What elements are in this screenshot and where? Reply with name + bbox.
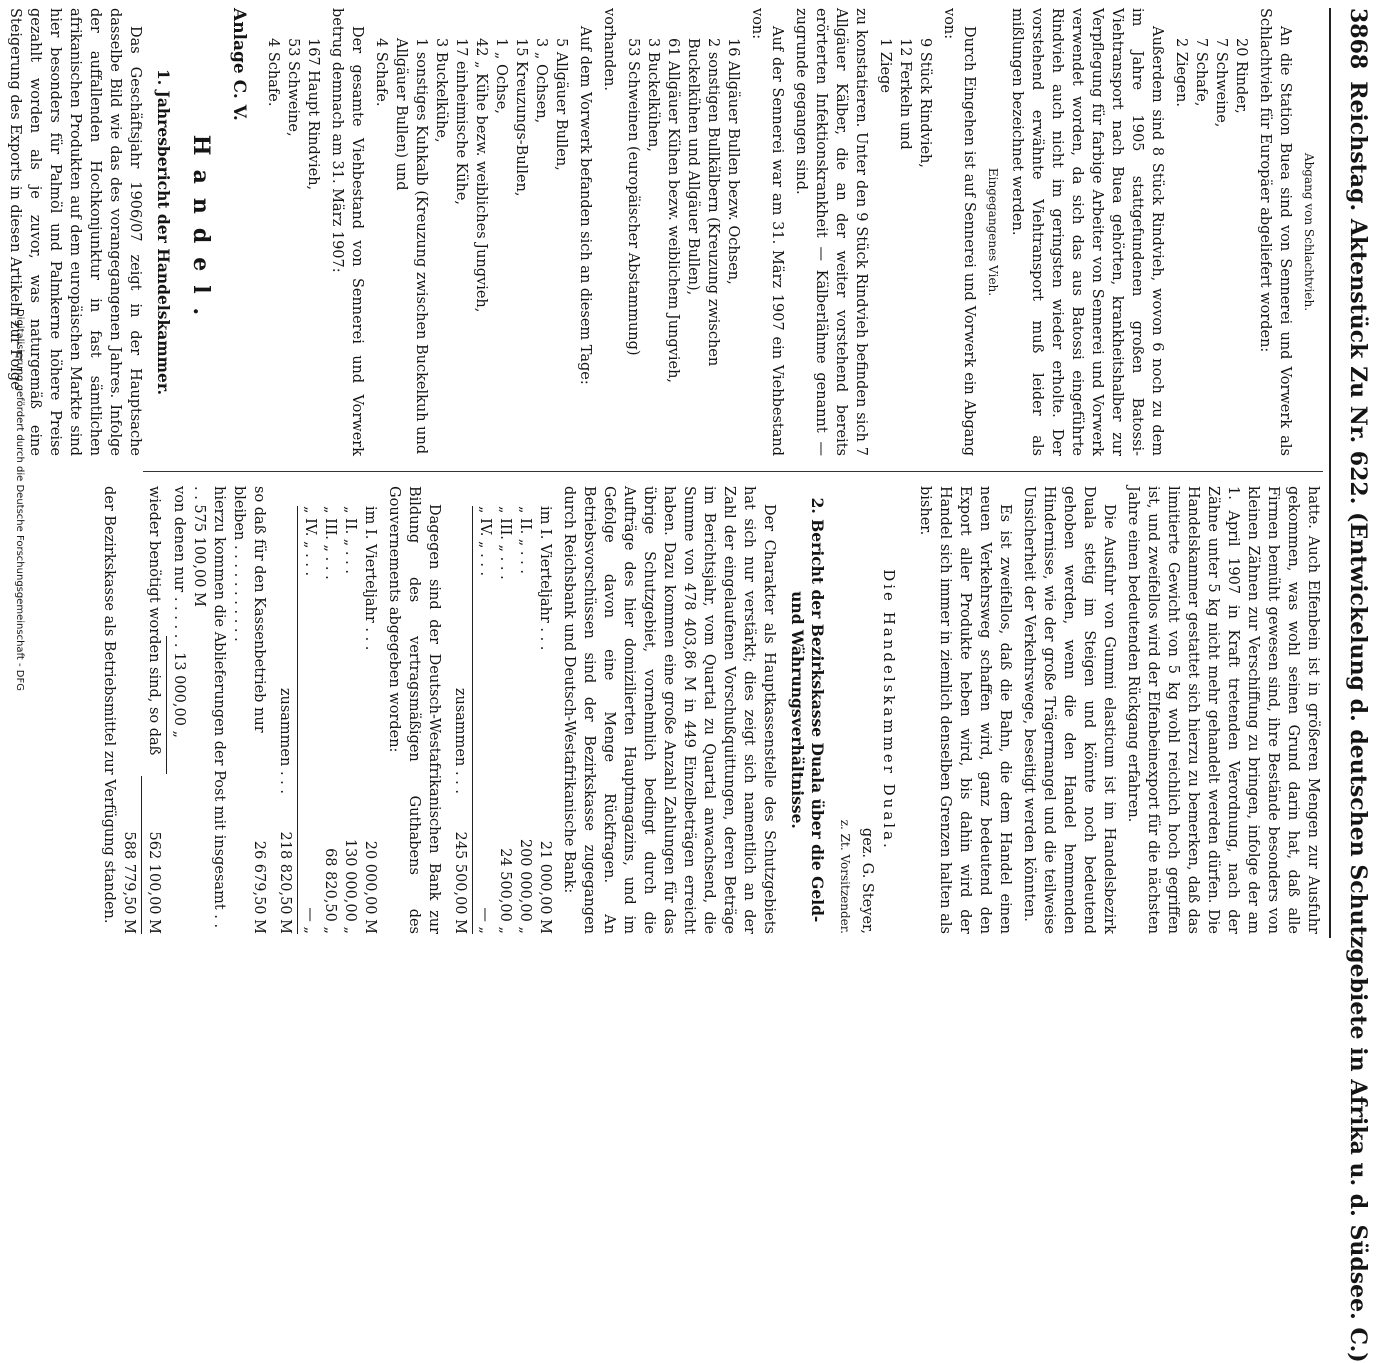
row-amount: 130 000,00 „ <box>342 838 358 934</box>
heading-dead-cattle: Eingegangenes Vieh. <box>986 167 1000 297</box>
row-label: „ IV. „ . . . <box>477 506 493 577</box>
sum-rule <box>472 506 473 934</box>
list-item: 1 Ziege <box>877 38 893 93</box>
table-row <box>300 506 320 934</box>
table-row <box>320 506 340 934</box>
paragraph: An die Station Buea sind von Sennerei und Vorwerk als Schlachtvieh für Europäer abgeliefert worden: <box>1257 8 1293 456</box>
subsection-title: 2. Bericht der Bezirkskasse Duala über die Geld- und Währungsverhältnisse. <box>788 497 827 923</box>
list-item: 3 „ Ochsen, <box>533 38 549 124</box>
calc-label: so daß für den Kassenbetrieb nur bleiben . . . . . . . . . . . <box>231 486 267 733</box>
row-label: „ IV. „ . . . <box>302 506 318 577</box>
table-row <box>495 506 515 934</box>
total-amount: 245 500,00 M <box>452 831 468 934</box>
table-total-row <box>275 506 295 934</box>
row-label: „ II. „ . . . <box>517 506 533 574</box>
row-amount: 24 500,00 „ <box>497 848 513 934</box>
list-item: 16 Allgäuer Bullen bezw. Ochsen, <box>725 38 741 285</box>
page-title: Reichstag. Aktenstück Zu Nr. 622. (Entwickelung d. deutschen Schutzgebiete in Afrika u. d. Südsee. C.) <box>1345 81 1371 1363</box>
row-amount: — „ <box>302 907 318 934</box>
row-amount: — „ <box>477 907 493 934</box>
list-item: 3 Buckelkühen, <box>645 38 661 152</box>
list-item: 20 Rinder, <box>1233 38 1249 114</box>
signature-institution: Die Handelskammer Duala. <box>880 569 898 851</box>
calc-amount: 562 100,00 M <box>146 831 162 934</box>
paragraph: Die Ausfuhr von Gummi elasticum ist im Handelsbezirk Duala stetig im Steigen und könnte noch bedeutend gehoben werden, wenn die den Handel hemmenden Hindernisse, wie der große Trägermangel und die teilweise Unsicherheit der Verkehrswege, beseitigt werden könnten. <box>1021 486 1117 934</box>
section-title-handel: Handel. <box>188 134 214 330</box>
table-row <box>360 506 380 934</box>
list-item: 3 Buckelkühe, <box>433 38 449 143</box>
grand-total-amount: 588 779,50 M <box>121 831 137 934</box>
table-total-row <box>450 506 470 934</box>
row-label: „ II. „ . . . <box>342 506 358 574</box>
signature-name: gez. G. Steyer, <box>859 827 875 934</box>
list-item: 61 Allgäuer Kühen bezw. weiblichem Jungvieh, <box>665 38 681 384</box>
subsection-title: 1. Jahresbericht der Handelskammer. <box>154 68 173 396</box>
calc-row <box>169 486 189 934</box>
list-item: 2 Ziegen. <box>1173 38 1189 107</box>
calc-label: hierzu kommen die Ablieferungen der Post mit insgesamt . . . . 575 100,00 M <box>191 486 227 929</box>
calc-label: wieder benötigt worden sind, so daß <box>146 486 162 756</box>
list-item: 15 Kreuzungs-Bullen, <box>513 38 529 197</box>
list-item: 5 Allgäuer Bullen, <box>553 38 569 171</box>
page-header <box>1337 8 1371 1363</box>
left-column <box>7 8 1323 456</box>
list-item: 7 Schweine, <box>1213 38 1229 128</box>
list-item: 53 Schweine, <box>285 38 301 137</box>
paragraph: Der Charakter als Hauptkassenstelle des Schutzgebiets hat sich nur verstärkt; dies zeigt sich namentlich an der Zahl der eingelaufenen Vorschußquittungen, deren Beträge im Berichtsjahr, vom Quartal zu Quartal anwachsend, die Summe von 478 403,86 M in 449 Einzelbeträgen erreicht haben. Dazu kommen eine große Anzahl Zahlungen für das übrige Schutzgebiet, vornehmlich bedingt durch die Aufträge des hier domizilierten Hauptmagazins, und im Gefolge davon eine Menge Rückfragen. An Betriebsvorschüssen sind der Bezirkskasse zugegangen durch Reichsbank und Deutsch-Westafrikanische Bank: <box>561 486 777 934</box>
list-item: 4 Schafe. <box>373 38 389 107</box>
list-dead <box>875 8 935 456</box>
row-label: „ III. „ . . . <box>497 506 513 580</box>
list-item: 167 Haupt Rindvieh, <box>305 38 321 191</box>
total-amount: 218 820,50 M <box>277 831 293 934</box>
row-label: im I. Vierteljahr . . . <box>362 506 378 651</box>
table-row <box>535 506 555 934</box>
heading-slaughter: Abgang von Schlachtvieh. <box>1302 152 1316 312</box>
grand-total-row <box>119 486 139 934</box>
list-slaughter <box>1171 8 1251 456</box>
list-item: 53 Schweinen (europäischer Abstammung) <box>625 38 641 356</box>
row-amount: 20 000,00 M <box>362 840 378 934</box>
paragraph: hatte. Auch Elfenbein ist in größeren Mengen zur Ausfuhr gekommen, was wohl seinen Grund darin hat, daß alle Firmen bemüht gewesen sind, ihre Bestände besonders von kleinen Zähnen zur Verschiffung zu bringen, infolge der am 1. April 1907 in Kraft tretenden Verordnung, nach der Zähne unter 5 kg nicht mehr gehandelt werden dürfen. Die Handelskammer gestattet sich hierzu zu bemerken, daß das limitierte Gewicht von 5 kg wohl reichlich hoch gegriffen ist, und zweifellos wird der Elfenbeinexport für die nächsten Jahre einen bedeutenden Rückgang erfahren. <box>1125 486 1321 934</box>
column-divider <box>143 471 1323 472</box>
table-row <box>515 506 535 934</box>
appendix-label: Anlage C. V. <box>229 8 249 121</box>
row-label: „ III. „ . . . <box>322 506 338 580</box>
signature-role: z. Zt. Vorsitzender. <box>838 819 852 934</box>
calc-row <box>144 486 164 934</box>
sum-rule <box>141 776 142 934</box>
sum-rule <box>166 636 167 774</box>
list-vorwerk <box>371 8 571 456</box>
total-label: zusammen . . . <box>452 687 468 794</box>
table-row <box>475 506 495 934</box>
row-amount: 200 000,00 „ <box>517 838 533 934</box>
paragraph: vorhanden. <box>601 8 617 91</box>
paragraph: Es ist zweifellos, daß die Bahn, die dem Handel einen neuen Verkehrsweg schaffen wird, ganz bedeutend den Export aller Produkte heben wird, bis dahin wird der Handel sich immer in ziemlich denselben Grenzen halten als bisher. <box>917 486 1013 934</box>
row-amount: 68 820,50 „ <box>322 848 338 934</box>
row-amount: 21 000,00 M <box>537 840 553 934</box>
right-column <box>101 486 1323 934</box>
list-sennerei <box>623 8 743 456</box>
list-item: 1 sonstiges Kuhkalb (Kreuzung zwischen Buckelkuh und Allgäuer Bullen) und <box>393 38 429 455</box>
list-item: 1 „ Ochse, <box>493 38 509 114</box>
calc-amount: 26 679,50 M <box>251 840 267 934</box>
total-label: zusammen . . . <box>277 687 293 794</box>
list-item: 2 sonstigen Bullkälbern (Kreuzung zwischen Buckelkühen und Allgäuer Bullen), <box>685 38 721 367</box>
header-rule <box>1329 8 1331 938</box>
list-total-stock <box>263 8 323 456</box>
paragraph: Dagegen sind der Deutsch-Westafrikanischen Bank zur Bildung des vertragsmäßigen Guthabens des Gouvernements abgegeben worden: <box>386 486 442 934</box>
calc-label: von denen nur . . . . . . 13 000,00 „ <box>171 486 187 739</box>
list-item: 17 einheimische Kühe, <box>453 38 469 206</box>
paragraph: zu konstatieren. Unter den 9 Stück Rindvieh befinden sich 7 Allgäuer Kälber, die an der weiter vorstehend bereits erörterten Infektionskrankheit — Kälberlähme genannt — zugrunde gegangen sind. <box>793 8 869 456</box>
paragraph: Außerdem sind 8 Stück Rindvieh, wovon 6 noch zu dem im Jahre 1905 stattgefundenen großen Batossi-Viehtransport nach Buea gehörten, krankheitshalber zur Verpflegung für farbige Arbeiter von Sennerei und Vorwerk verwendet worden, da sich das aus Batossi eingeführte Rindvieh auch nicht im geringsten wieder erholte. Der vorstehend erwähnte Viehtransport muß leider als mißlungen bezeichnet werden. <box>1009 8 1165 456</box>
row-label: im I. Vierteljahr . . . <box>537 506 553 651</box>
paragraph: Durch Eingehen ist auf Sennerei und Vorwerk ein Abgang von: <box>941 8 977 456</box>
page-number: 3868 <box>1345 8 1371 70</box>
digitization-credit: Digitalisierung gefördert durch die Deutsche Forschungsgemeinschaft - DFG <box>14 308 25 691</box>
list-item: 12 Ferkeln und <box>897 38 913 150</box>
calc-row <box>189 486 229 934</box>
calc-row <box>229 486 269 934</box>
sum-rule <box>297 506 298 934</box>
paragraph: Auf der Sennerei war am 31. März 1907 ein Viehbestand von: <box>749 8 785 456</box>
paragraph: Das Geschäftsjahr 1906/07 zeigt in der Hauptsache dasselbe Bild wie das des vorangegangenen Jahres. Infolge der auffallenden Hochkonjunktur in fast sämtlichen afrikanischen Produkten auf dem europäischen Markte sind hier besonders für Palmöl und Palmkerne höhere Preise gezahlt worden als je zuvor, was naturgemäß eine Steigerung des Exports in diesen Artikeln zur Folge <box>7 8 143 456</box>
list-item: 9 Stück Rindvieh, <box>917 38 933 168</box>
table-bank-deposits <box>275 506 380 934</box>
paragraph: Der gesamte Viehbestand von Sennerei und Vorwerk betrug demnach am 31. März 1907: <box>329 8 365 456</box>
paragraph: Auf dem Vorwerk befanden sich an diesem Tage: <box>577 26 593 385</box>
list-item: 7 Schafe, <box>1193 38 1209 107</box>
table-advances <box>450 506 555 934</box>
list-item: 4 Schafe. <box>265 38 281 107</box>
table-row <box>340 506 360 934</box>
paragraph: der Bezirkskasse als Betriebsmittel zur Verfügung standen. <box>101 486 117 924</box>
list-item: 42 „ Kühe bezw. weibliches Jungvieh, <box>473 38 489 313</box>
